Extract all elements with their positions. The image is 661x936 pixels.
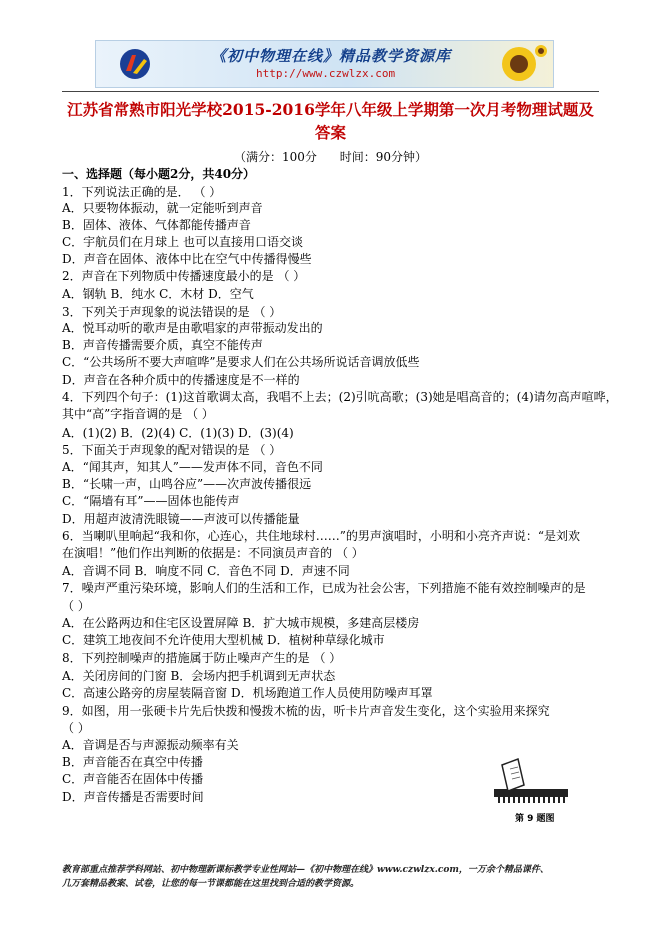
comb-card-figure [490, 755, 572, 807]
footer-line: 几万套精品教案、试卷，让您的每一节课都能在这里找到合适的教学资源。 [62, 879, 360, 889]
option-line: B．“长啸一声，山鸣谷应”——次声波传播很远 [62, 477, 312, 491]
option-line: A．“闻其声，知其人”——发声体不同，音色不同 [62, 460, 323, 474]
site-logo-icon [118, 47, 152, 81]
header-banner [95, 40, 554, 88]
question-line: 1．下列说法正确的是． （ ） [62, 185, 222, 199]
option-line: C．高速公路旁的房屋装隔音窗 D．机场跑道工作人员使用防噪声耳罩 [62, 686, 433, 700]
banner-title: 《初中物理在线》精品教学资源库 [211, 47, 452, 65]
question-line: （ ） [62, 599, 90, 613]
page-title: 江苏省常熟市阳光学校2015-2016学年八年级上学期第一次月考物理试题及 [67, 100, 594, 119]
question-line: 4．下列四个句子：(1)这首歌调太高，我唱不上去；(2)引吭高歌；(3)她是唱高音的；(4)请勿高声喧哗， [62, 390, 618, 404]
figure-caption: 第 9 题图 [515, 814, 555, 824]
option-line: C．声音能否在固体中传播 [62, 772, 204, 786]
option-line: C．“隔墙有耳”——固体也能传声 [62, 494, 240, 508]
question-line: 在演唱！”他们作出判断的依据是：不同演员声音的 （ ） [62, 546, 364, 560]
question-line: 3．下列关于声现象的说法错误的是 （ ） [62, 305, 282, 319]
option-line: A．只要物体振动，就一定能听到声音 [62, 201, 263, 215]
footer-line: 教育部重点推荐学科网站、初中物理新课标教学专业性网站—《初中物理在线》www.czwlzx.com，一万余个精品课件、 [62, 865, 549, 875]
option-line: A．悦耳动听的歌声是由歌唱家的声带振动发出的 [62, 321, 323, 335]
header-divider [62, 91, 599, 92]
option-line: A．音调是否与声源振动频率有关 [62, 738, 239, 752]
section-heading: 一、选择题（每小题2分，共40分） [62, 167, 256, 181]
question-line: 9．如图，用一张硬卡片先后快拨和慢拨木梳的齿，听卡片声音发生变化，这个实验用来探究 [62, 704, 550, 718]
option-line: B．固体、液体、气体都能传播声音 [62, 218, 251, 232]
exam-meta: （满分：100分 时间：90分钟） [233, 150, 428, 164]
page-title-continued: 答案 [314, 123, 346, 142]
option-line: C．“公共场所不要大声喧哗”是要求人们在公共场所说话音调放低些 [62, 355, 420, 369]
option-line: B．声音传播需要介质，真空不能传声 [62, 338, 263, 352]
option-line: D．声音在固体、液体中比在空气中传播得慢些 [62, 252, 312, 266]
option-line: D．声音在各种介质中的传播速度是不一样的 [62, 373, 300, 387]
question-line: 5．下面关于声现象的配对错误的是 （ ） [62, 443, 282, 457]
question-line: 8．下列控制噪声的措施属于防止噪声产生的是 （ ） [62, 651, 342, 665]
option-line: D．用超声波清洗眼镜——声波可以传播能量 [62, 512, 300, 526]
question-line: 2．声音在下列物质中传播速度最小的是 （ ） [62, 269, 306, 283]
option-line: A．音调不同 B．响度不同 C．音色不同 D．声速不同 [62, 564, 350, 578]
option-line: C．建筑工地夜间不允许使用大型机械 D．植树种草绿化城市 [62, 633, 385, 647]
option-line: B．声音能否在真空中传播 [62, 755, 203, 769]
option-line: D．声音传播是否需要时间 [62, 790, 204, 804]
option-line: C．宇航员们在月球上 也可以直接用口语交谈 [62, 235, 303, 249]
option-line: A．关闭房间的门窗 B．会场内把手机调到无声状态 [62, 669, 336, 683]
question-line: 6．当喇叭里响起“我和你，心连心，共住地球村……”的男声演唱时，小明和小亮齐声说：“是刘欢 [62, 529, 581, 543]
question-line: （ ） [62, 721, 90, 735]
option-line: A．在公路两边和住宅区设置屏障 B．扩大城市规模，多建高层楼房 [62, 616, 420, 630]
option-line: A．钢轨 B．纯水 C．木材 D．空气 [62, 287, 254, 301]
question-line: 其中“高”字指音调的是 （ ） [62, 407, 214, 421]
sunflower-icon [491, 43, 547, 85]
banner-url[interactable]: http://www.czwlzx.com [256, 67, 396, 80]
question-line: 7．噪声严重污染环境，影响人们的生活和工作，已成为社会公害，下列措施不能有效控制噪声的是 [62, 581, 586, 595]
option-line: A．(1)(2) B．(2)(4) C．(1)(3) D．(3)(4) [62, 426, 294, 440]
